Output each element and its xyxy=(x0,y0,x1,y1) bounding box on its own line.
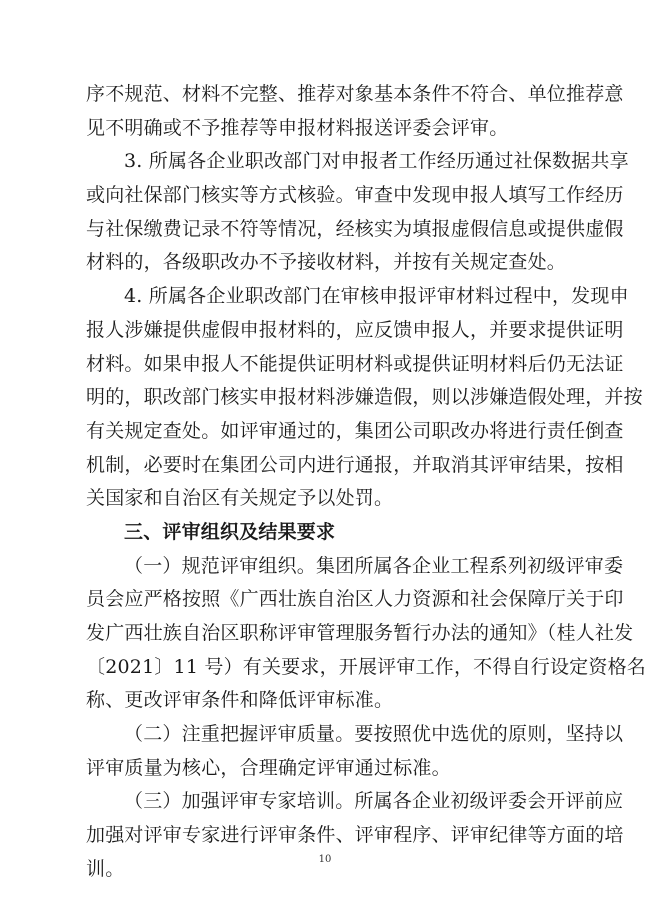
paragraph-line: 3. 所属各企业职改部门对申报者工作经历通过社保数据共享 xyxy=(124,150,629,173)
paragraph-line: 或向社保部门核实等方式核验。审查中发现申报人填写工作经历 xyxy=(86,184,624,207)
paragraph-line: 发广西壮族自治区职称评审管理服务暂行办法的通知》（桂人社发 xyxy=(86,622,634,644)
paragraph-line: 训。 xyxy=(86,857,125,880)
paragraph-line: 材料。如果申报人不能提供证明材料或提供证明材料后仍无法证 xyxy=(86,352,624,375)
paragraph-line: 明的，职改部门核实申报材料涉嫌造假，则以涉嫌造假处理，并按 xyxy=(86,386,643,409)
paragraph-line: （二）注重把握评审质量。要按照优中选优的原则，坚持以 xyxy=(124,723,624,746)
paragraph-line: （三）加强评审专家培训。所属各企业初级评委会开评前应 xyxy=(124,790,624,813)
paragraph-line: 员会应严格按照《广西壮族自治区人力资源和社会保障厅关于印 xyxy=(86,588,624,611)
paragraph-line: 报人涉嫌提供虚假申报材料的，应反馈申报人，并要求提供证明 xyxy=(86,318,624,341)
paragraph-line: 〔2021〕11 号）有关要求，开展评审工作，不得自行设定资格名 xyxy=(86,655,646,678)
page-number: 10 xyxy=(318,854,332,865)
paragraph-line: 加强对评审专家进行评审条件、评审程序、评审纪律等方面的培 xyxy=(86,824,624,847)
paragraph-line: 有关规定查处。如评审通过的，集团公司职改办将进行责任倒查 xyxy=(86,419,624,442)
paragraph-line: （一）规范评审组织。集团所属各企业工程系列初级评审委 xyxy=(124,554,624,577)
paragraph-line: 关国家和自治区有关规定予以处罚。 xyxy=(86,487,394,510)
paragraph-line: 序不规范、材料不完整、推荐对象基本条件不符合、单位推荐意 xyxy=(86,83,624,105)
paragraph-line: 4. 所属各企业职改部门在审核申报评审材料过程中，发现申 xyxy=(124,285,629,308)
paragraph-line: 机制，必要时在集团公司内进行通报，并取消其评审结果，按相 xyxy=(86,453,624,476)
paragraph-line: 评审质量为核心，合理确定评审通过标准。 xyxy=(86,756,451,779)
paragraph-line: 材料的，各级职改办不予接收材料，并按有关规定查处。 xyxy=(86,251,567,274)
paragraph-line: 与社保缴费记录不符等情况，经核实为填报虚假信息或提供虚假 xyxy=(86,217,624,240)
section-heading: 三、评审组织及结果要求 xyxy=(124,520,336,543)
paragraph-line: 见不明确或不予推荐等申报材料报送评委会评审。 xyxy=(86,116,509,139)
paragraph-line: 称、更改评审条件和降低评审标准。 xyxy=(86,689,394,712)
document-body xyxy=(86,78,646,887)
